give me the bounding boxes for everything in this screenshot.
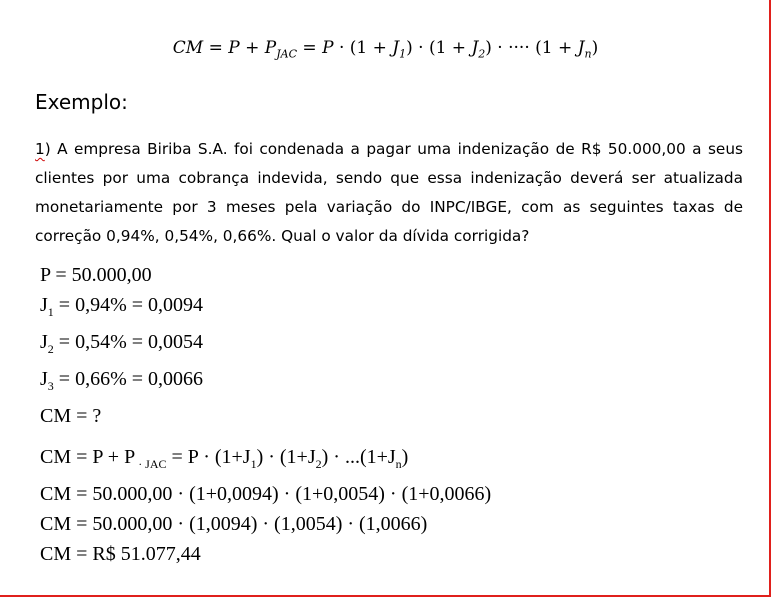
given-cm-question: CM = ?	[40, 405, 102, 427]
formula-op: )	[591, 38, 599, 58]
formula-p: P	[264, 38, 277, 58]
sol-sub: 1	[250, 457, 257, 471]
sol-sub: n	[395, 457, 402, 471]
problem-paragraph	[35, 135, 743, 251]
formula-sub: 2	[478, 47, 486, 61]
formula-j: J	[471, 38, 479, 58]
problem-text: ) A empresa Biriba S.A. foi condenada a pagar uma indenização de R$ 50.000,00 a seus clientes por uma cobrança indevida, sendo que essa indenização deverá ser atualizada monetariamente por 3 meses pela variação do INPC/IBGE, com as seguintes taxas de correção 0,94%, 0,54%, 0,66%. Qual o valor da dívida corrigida?	[35, 140, 743, 245]
j1-value: = 0,94% = 0,0094	[53, 294, 204, 316]
j-symbol: J	[40, 294, 48, 316]
formula-op: ) · (1 +	[406, 38, 472, 58]
solution-block	[40, 442, 491, 569]
formula-op: · (1 +	[333, 38, 393, 58]
solution-result: CM = R$ 51.077,44	[40, 543, 201, 565]
section-title: Exemplo:	[35, 90, 128, 114]
formula-cm: CM	[172, 38, 204, 58]
j-sub: 2	[47, 342, 54, 356]
solution-line-3: CM = 50.000,00 · (1,0094) · (1,0054) · (1,0066)	[40, 513, 428, 535]
j-sub: 3	[47, 379, 54, 393]
formula-p: P	[322, 38, 334, 58]
formula-j: J	[577, 38, 585, 58]
formula-j: J	[392, 38, 400, 58]
sol-text: = P · (1+J	[166, 446, 251, 468]
given-j1-line	[40, 290, 203, 327]
j-symbol: J	[40, 331, 48, 353]
formula-p: P	[228, 38, 240, 58]
j-symbol: J	[40, 368, 48, 390]
sol-text: ) · (1+J	[256, 446, 316, 468]
header-formula	[0, 38, 771, 60]
sol-sub: · JAC	[135, 457, 167, 471]
given-p-line: P = 50.000,00	[40, 264, 152, 286]
given-j2-line	[40, 327, 203, 364]
formula-sub: JAC	[276, 47, 298, 61]
problem-number: 1	[35, 140, 45, 158]
j2-value: = 0,54% = 0,0054	[53, 331, 204, 353]
formula-op: ) · ···· (1 +	[485, 38, 578, 58]
formula-sub: n	[584, 47, 592, 61]
solution-line-2: CM = 50.000,00 · (1+0,0094) · (1+0,0054) · (1+0,0066)	[40, 483, 492, 505]
formula-op: =	[297, 38, 323, 58]
formula-sub: 1	[399, 47, 407, 61]
sol-text: CM = P + P	[40, 446, 136, 468]
j-sub: 1	[47, 305, 54, 319]
sol-text: ) · ...(1+J	[321, 446, 396, 468]
sol-sub: 2	[315, 457, 322, 471]
formula-op: +	[239, 38, 265, 58]
solution-line-1	[40, 442, 491, 479]
j3-value: = 0,66% = 0,0066	[53, 368, 204, 390]
given-block	[40, 260, 203, 431]
sol-text: )	[401, 446, 409, 468]
given-j3-line	[40, 364, 203, 401]
formula-op: =	[203, 38, 229, 58]
